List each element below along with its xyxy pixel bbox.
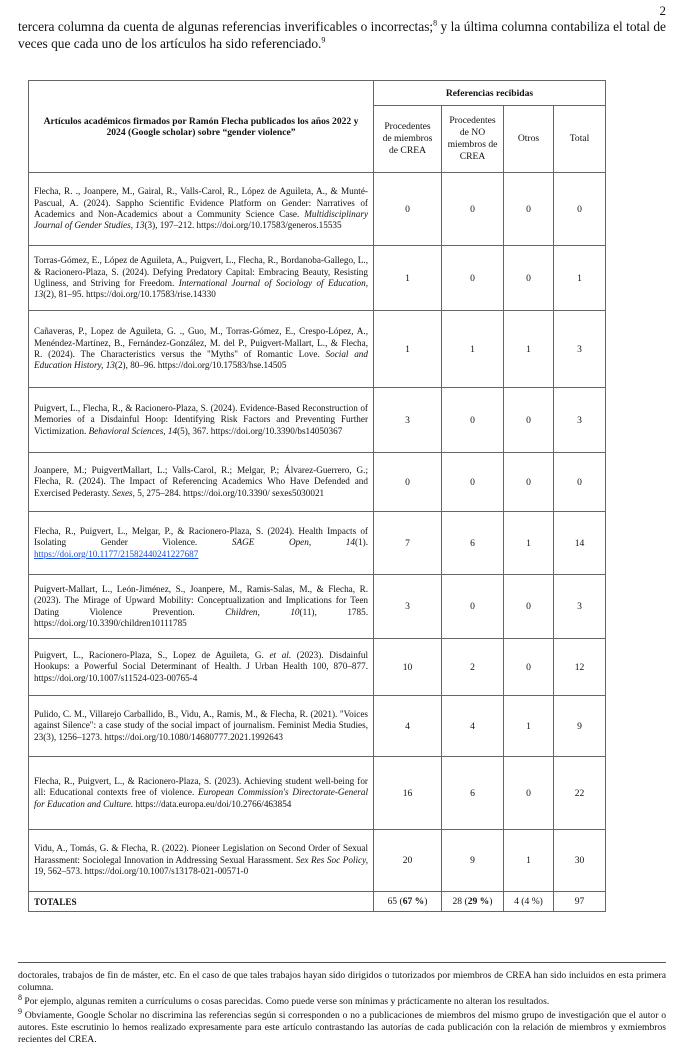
citation-text: Pulido, C. M., Villarejo Carballido, B., Vidu, A., Ramis, M., & Flecha, R. (2021). "Voices against Silence": a case study of the social impact of journalism. Feminist Media Studies, 23(3), 1256–1273. https://doi.org/10.1080/14680777.2021.1992643 [34, 708, 368, 742]
cell-total: 1 [554, 246, 606, 311]
citation-journal: International Journal of Sociology of Education, 13 [34, 278, 369, 300]
totals-no-crea-close: ) [489, 896, 493, 907]
article-citation [29, 639, 374, 696]
totals-no-crea-percent: 29 % [467, 896, 490, 907]
citation-details: (1). [354, 537, 368, 548]
cell-total: 22 [554, 757, 606, 830]
table-row [29, 512, 606, 575]
cell-nocrea: 9 [442, 830, 504, 892]
cell-otros: 1 [504, 830, 554, 892]
citation-journal: Multidisciplinary Journal of Gender Studies, 13 [34, 209, 369, 231]
cell-otros: 1 [504, 311, 554, 388]
footnote-8 [18, 992, 666, 1008]
col-header-no-crea: Procedentes de NO miembros de CREA [442, 106, 504, 173]
citation-journal: Social and Education History, 13 [34, 349, 368, 371]
table-row [29, 575, 606, 639]
cell-otros: 0 [504, 757, 554, 830]
table-row [29, 388, 606, 453]
col-header-crea: Procedentes de miembros de CREA [374, 106, 442, 173]
cell-nocrea: 0 [442, 453, 504, 512]
table-row [29, 246, 606, 311]
citation-text: Flecha, R., Puigvert, L., & Racionero-Plaza, S. (2023). Achieving student well-being for all: Educational contexts free of violence. [34, 775, 368, 798]
cell-otros: 0 [504, 639, 554, 696]
cell-crea: 0 [374, 173, 442, 246]
cell-nocrea: 0 [442, 173, 504, 246]
totals-label: TOTALES [29, 892, 374, 912]
totals-no-crea-count: 28 ( [452, 896, 468, 907]
table-row [29, 696, 606, 757]
cell-otros: 0 [504, 453, 554, 512]
citation-details: 19, 562–573. https://doi.org/10.1007/s13178-021-00571-0 [34, 866, 249, 877]
intro-text-2: y la última columna contabiliza el total de veces que cada uno de los artículos ha sido referenciado. [18, 19, 666, 51]
footnote-8-text: Por ejemplo, algunas remiten a currículums o cosas parecidas. Como puede verse son mínimas y prácticamente no alteran los resultados. [22, 996, 550, 1007]
footnote-ref-8[interactable]: 8 [433, 18, 438, 28]
citation-journal: Sex Res Soc Policy, [295, 854, 368, 865]
citation-text: Flecha, R. ., Joanpere, M., Gairal, R., Valls-Carol, R., López de Aguileta, A., & Munté-Pascual, A. (2024). Sappho Scientific Evidence Platform on Gender: Narratives of Academics and Non-Academics about a Community Science Case. [34, 186, 368, 219]
citation-journal: et al. [269, 649, 292, 660]
article-citation [29, 453, 374, 512]
totals-no-crea [442, 892, 504, 912]
cell-otros: 1 [504, 696, 554, 757]
citation-details: https://data.europa.eu/doi/10.2766/463854 [133, 798, 292, 809]
cell-crea: 3 [374, 575, 442, 639]
citation-text: Torras-Gómez, E., López de Aguileta, A., Puigvert, L., Flecha, R., Bordanoba-Gallego, L., & Racionero-Plaza, S. (2024). Defying Predatory Capital: Embracing Beauty, Resisting Ugliness, and Striving for Freedom. [34, 255, 368, 288]
totals-crea-percent: 67 % [402, 896, 425, 907]
citation-text: Vidu, A., Tomás, G. & Flecha, R. (2022). Pioneer Legislation on Second Order of Sexual Harassment: Sociolegal Innovation in Addressing Sexual Harassment. [34, 843, 368, 865]
cell-nocrea: 6 [442, 757, 504, 830]
totals-otros: 4 (4 %) [504, 892, 554, 912]
cell-crea: 0 [374, 453, 442, 512]
cell-crea: 10 [374, 639, 442, 696]
table-row [29, 453, 606, 512]
cell-total: 3 [554, 388, 606, 453]
article-citation [29, 696, 374, 757]
citation-text: Flecha, R., Puigvert, L., Melgar, P., & Racionero-Plaza, S. (2024). Health Impacts of Isolating Gender Violence. [34, 525, 368, 548]
cell-nocrea: 4 [442, 696, 504, 757]
totals-crea [374, 892, 442, 912]
cell-nocrea: 0 [442, 575, 504, 639]
cell-total: 9 [554, 696, 606, 757]
citation-details: (11), 1785. https://doi.org/10.3390/children10111785 [34, 606, 369, 628]
citation-journal: Behavioral Sciences, 14 [88, 425, 178, 436]
cell-nocrea: 0 [442, 246, 504, 311]
citation-journal: Children, 10 [225, 606, 300, 617]
totals-row [29, 892, 606, 912]
cell-total: 30 [554, 830, 606, 892]
footnote-ref-9[interactable]: 9 [321, 35, 326, 45]
cell-otros: 0 [504, 173, 554, 246]
cell-otros: 0 [504, 246, 554, 311]
cell-total: 14 [554, 512, 606, 575]
cell-crea: 7 [374, 512, 442, 575]
article-citation [29, 512, 374, 575]
intro-paragraph [18, 18, 666, 52]
totals-crea-close: ) [424, 896, 428, 907]
cell-total: 0 [554, 453, 606, 512]
citation-details: (2), 80–96. https://doi.org/10.17583/hse.14505 [114, 360, 287, 371]
citation-details: (2), 81–95. https://doi.org/10.17583/rise.14330 [43, 289, 216, 300]
citation-text: Joanpere, M.; PuigvertMallart, L.; Valls-Carol, R.; Melgar, P.; Álvarez-Guerrero, G.; Flecha, R. (2024). The Impact of Referencing Academics Who Have Defended and Exercised Pederasty. [34, 464, 368, 498]
article-citation [29, 830, 374, 892]
cell-nocrea: 1 [442, 311, 504, 388]
references-group-header: Referencias recibidas [374, 81, 606, 106]
footnote-8-mark: 8 [18, 992, 22, 1002]
cell-crea: 20 [374, 830, 442, 892]
col-header-total: Total [554, 106, 606, 173]
article-citation [29, 575, 374, 639]
cell-crea: 1 [374, 246, 442, 311]
cell-nocrea: 6 [442, 512, 504, 575]
references-table [28, 80, 606, 912]
article-citation [29, 311, 374, 388]
citation-text: Puigvert, L., Flecha, R., & Racionero-Plaza, S. (2024). Evidence-Based Reconstruction of Memories of a Disdainful Hoop: Identifying Risk Factors and Preventing Further Victimization. [34, 402, 368, 436]
totals-total: 97 [554, 892, 606, 912]
cell-total: 12 [554, 639, 606, 696]
table-row [29, 173, 606, 246]
citation-details: (5), 367. https://doi.org/10.3390/bs14050367 [177, 425, 343, 436]
cell-otros: 0 [504, 388, 554, 453]
cell-total: 3 [554, 311, 606, 388]
citation-text: Puigvert, L., Racionero-Plaza, S., Lopez de Aguileta, G. [34, 649, 264, 660]
table-row [29, 757, 606, 830]
citation-journal: Sexes [112, 487, 133, 498]
col-header-otros: Otros [504, 106, 554, 173]
articles-header: Artículos académicos firmados por Ramón Flecha publicados los años 2022 y 2024 (Google scholar) sobre “gender violence” [29, 81, 374, 173]
cell-crea: 16 [374, 757, 442, 830]
footnotes [18, 970, 666, 1048]
page-number: 2 [659, 3, 666, 18]
citation-details: (2023). Disdainful Hookups: a Powerful Social Determinant of Health. J Urban Health 100, 870–877. https://doi.org/10.1007/s11524-023-00765-4 [34, 649, 369, 683]
cell-nocrea: 2 [442, 639, 504, 696]
cell-total: 0 [554, 173, 606, 246]
cell-crea: 4 [374, 696, 442, 757]
citation-journal: SAGE Open, 14 [231, 537, 355, 548]
cell-nocrea: 0 [442, 388, 504, 453]
table-row [29, 639, 606, 696]
cell-crea: 3 [374, 388, 442, 453]
article-citation [29, 757, 374, 830]
doi-link[interactable]: https://doi.org/10.1177/21582440241227687 [34, 548, 199, 559]
footnote-divider [18, 962, 666, 963]
cell-otros: 0 [504, 575, 554, 639]
footnote-9 [18, 1006, 666, 1046]
cell-total: 3 [554, 575, 606, 639]
footnote-9-text: Obviamente, Google Scholar no discrimina las referencias según si corresponden o no a publicaciones de miembros del mismo grupo de investigación que el autor o autores. Este escrutinio lo hemos realizado expresamente para este artículo contrastando las autorías de cada publicación con la relación de miembros y exmiembros recientes del CREA. [18, 1010, 666, 1045]
citation-details: , 5, 275–284. https://doi.org/10.3390/ sexes5030021 [132, 487, 325, 498]
table-row [29, 311, 606, 388]
intro-text-1: tercera columna da cuenta de algunas referencias inverificables o incorrectas; [18, 19, 434, 34]
totals-crea-count: 65 ( [387, 896, 403, 907]
article-citation [29, 388, 374, 453]
footnote-continuation: doctorales, trabajos de fin de máster, etc. En el caso de que tales trabajos hayan sido dirigidos o tutorizados por miembros de CREA han sido incluidos en esta primera columna. [18, 970, 666, 993]
footnote-9-mark: 9 [18, 1006, 22, 1016]
cell-otros: 1 [504, 512, 554, 575]
table-row [29, 830, 606, 892]
article-citation [29, 173, 374, 246]
article-citation [29, 246, 374, 311]
citation-text: Cañaveras, P., Lopez de Aguileta, G. ., Guo, M., Torras-Gómez, E., Crespo-López, A., Menéndez-Martínez, B., Fernández-González, M. del P., Puigvert-Mallart, L., & Flecha, R. (2024). The Characteristics versus the "Myths" of Romantic Love. [34, 326, 368, 359]
cell-crea: 1 [374, 311, 442, 388]
citation-details: (3), 197–212. https://doi.org/10.17583/generos.15535 [144, 220, 342, 231]
citation-text: Puigvert-Mallart, L., León-Jiménez, S., Joanpere, M., Ramis-Salas, M., & Flecha, R. (2023). The Mirage of Upward Mobility: Conceptualization and Implications for Teen Dating Violence Prevention. [34, 583, 368, 617]
citation-journal: European Commission's Directorate-General for Education and Culture. [34, 787, 369, 809]
